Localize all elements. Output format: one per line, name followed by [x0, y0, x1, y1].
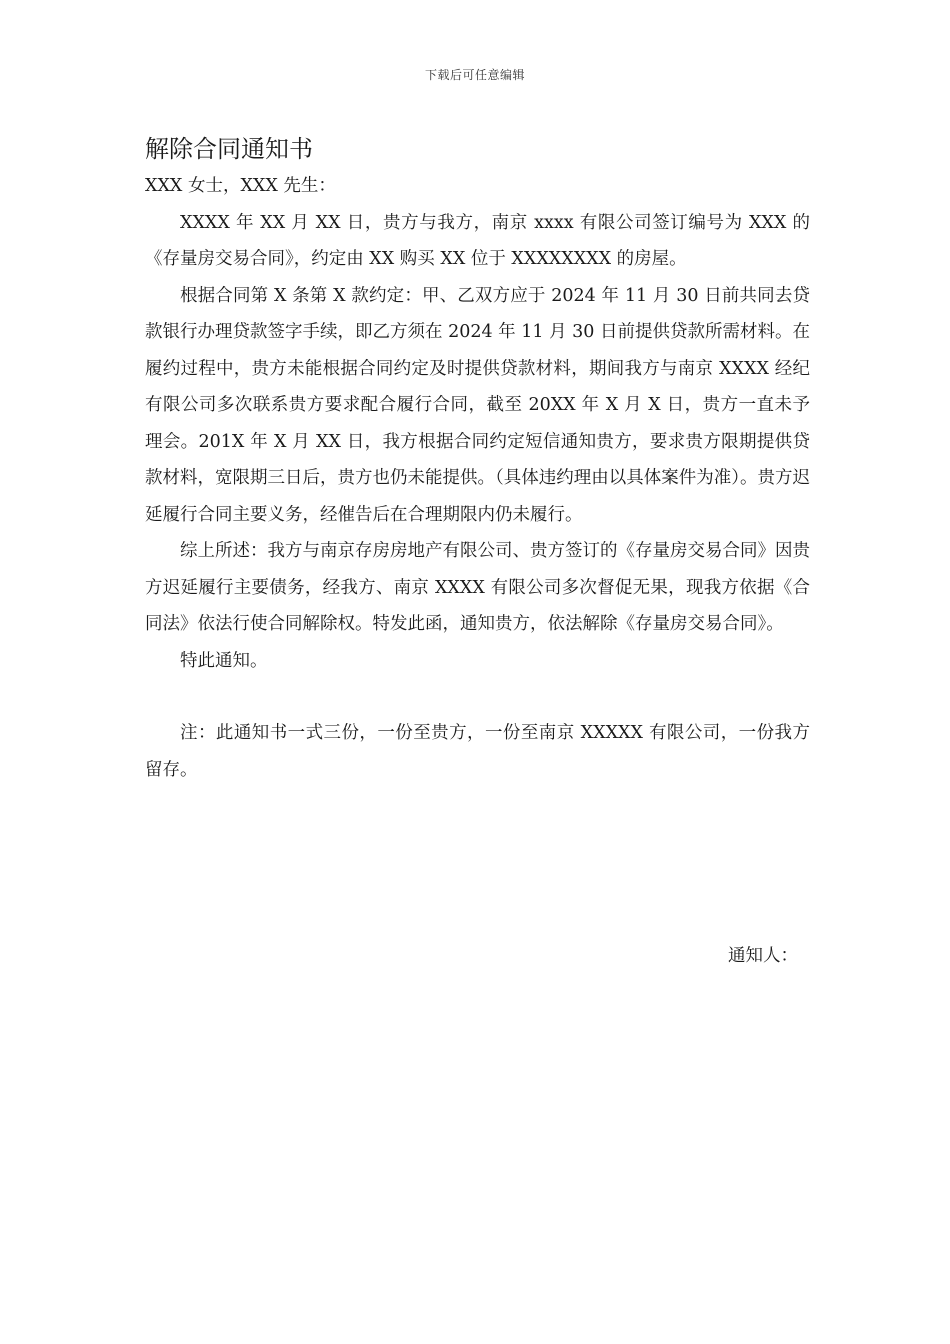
document-title: 解除合同通知书 — [145, 135, 313, 163]
header-note: 下载后可任意编辑 — [424, 68, 525, 82]
paragraph-closing: 特此通知。 — [180, 650, 268, 671]
blank-line — [145, 679, 810, 715]
salutation: XXX 女士，XXX 先生： — [145, 176, 336, 196]
paragraph-breach-details: 根据合同第 X 条第 X 款约定：甲、乙双方应于 2024 年 11 月 30 日前共同去贷款银行办理贷款签字手续，即乙方须在 2024 年 11 月 30 日前提供贷款所需材料。在履约过程中，贵方未能根据合同约定及时提供贷款材料，期间我方与南京 XXXX 经纪有限公司多次联系贵方要求配合履行合同，截至 20XX 年 X 月 X 日，贵方一直未予理会。201X 年 X 月 XX 日，我方根据合同约定短信通知贵方，要求贵方限期提供贷款材料，宽限期三日后，贵方也仍未能提供。（具体违约理由以具体案件为准）。贵方迟延履行合同主要义务，经催告后在合理期限内仍未履行。 — [145, 285, 810, 525]
signature-label: 通知人： — [728, 946, 798, 966]
document-body — [145, 130, 810, 788]
copies-note: 注：此通知书一式三份，一份至贵方，一份至南京 XXXXX 有限公司，一份我方留存。 — [145, 723, 810, 780]
paragraph-conclusion: 综上所述：我方与南京存房房地产有限公司、贵方签订的《存量房交易合同》因贵方迟延履行主要债务，经我方、南京 XXXX 有限公司多次督促无果，现我方依据《合同法》依法行使合同解除权。特发此函，通知贵方，依法解除《存量房交易合同》。 — [145, 541, 810, 634]
paragraph-contract-info: XXXX 年 XX 月 XX 日，贵方与我方，南京 xxxx 有限公司签订编号为 XXX 的《存量房交易合同》，约定由 XX 购买 XX 位于 XXXXXXXX 的房屋。 — [145, 212, 810, 269]
